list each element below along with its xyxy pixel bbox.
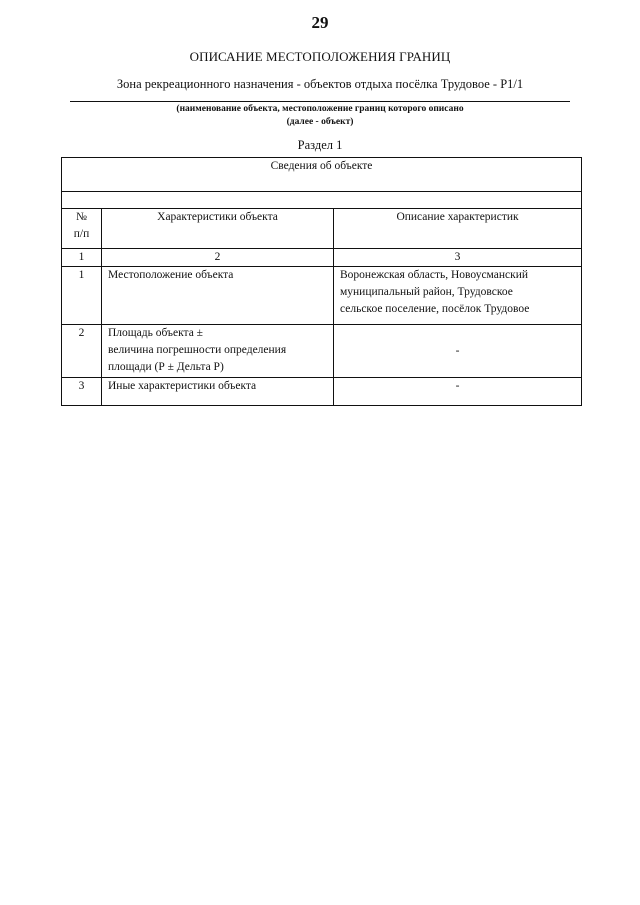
column-index-row <box>62 249 582 267</box>
row-description: - <box>334 325 582 378</box>
object-caption <box>0 103 640 129</box>
table-heading-row <box>62 158 582 192</box>
page-number: 29 <box>311 13 329 32</box>
underline-rule <box>70 101 570 102</box>
table-spacer-row <box>62 192 582 209</box>
document-title: ОПИСАНИЕ МЕСТОПОЛОЖЕНИЯ ГРАНИЦ <box>189 49 451 64</box>
row-description: Воронежская область, Новоусманский муниципальный район, Трудовское сельское поселение, посёлок Трудовое <box>334 267 582 325</box>
row-characteristic: Местоположение объекта <box>102 267 334 325</box>
row-characteristic: Площадь объекта ± величина погрешности определения площади (Р ± Дельта Р) <box>102 325 334 378</box>
caption-line-1: (наименование объекта, местоположение границ которого описано <box>176 104 464 114</box>
row-number: 1 <box>62 267 102 325</box>
section-label: Раздел 1 <box>297 138 343 152</box>
row-characteristic: Иные характеристики объекта <box>102 378 334 406</box>
column-header-row <box>62 209 582 249</box>
object-name: Зона рекреационного назначения - объектов отдыха посёлка Трудовое - Р1/1 <box>116 77 524 91</box>
row-description: - <box>334 378 582 406</box>
table-row <box>62 378 582 406</box>
row-number: 2 <box>62 325 102 378</box>
caption-line-2: (далее - объект) <box>286 117 354 127</box>
column-index: 1 <box>62 249 102 267</box>
column-index: 2 <box>102 249 334 267</box>
column-index: 3 <box>334 249 582 267</box>
table-row <box>62 325 582 378</box>
object-info-table <box>61 157 582 406</box>
row-number: 3 <box>62 378 102 406</box>
table-heading: Сведения об объекте <box>62 158 582 192</box>
table-row <box>62 267 582 325</box>
column-header-number: № п/п <box>62 209 102 249</box>
column-header-characteristics: Характеристики объекта <box>102 209 334 249</box>
column-header-description: Описание характеристик <box>334 209 582 249</box>
